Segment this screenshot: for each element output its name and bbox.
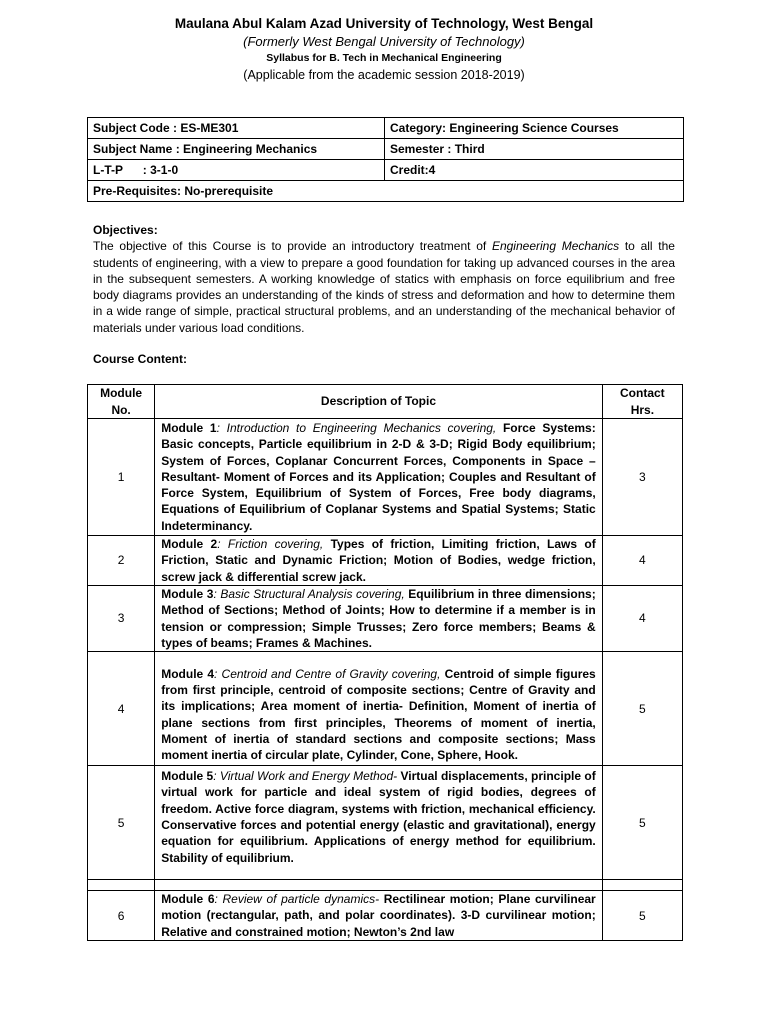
objectives-text-end: to all the students of engineering, with a view to prepare a good foundation for taking up advanced courses in the area in the subsequent semesters. A working knowledge of statics with emphasis on force equilibrium and free body diagrams provides an understanding of the kinds of stress and deformation and how to determine them in a wide range of simple, practical structural problems, and an understanding of the mechanical behavior of materials under various load conditions. [93,239,675,335]
info-row [88,118,684,139]
module-label: Module 6 [161,892,215,907]
module-no-header: Module No. [88,385,155,419]
info-row [88,181,684,202]
contact-hours: 5 [602,652,682,766]
module-topic: : Introduction to Engineering Mechanics covering, [216,420,497,435]
table-row [88,419,683,536]
table-row [88,652,683,766]
contact-hours: 5 [602,891,682,941]
module-topic: : Centroid and Centre of Gravity covering, [214,666,441,681]
module-number: 1 [88,419,155,536]
table-row [88,586,683,652]
module-description [155,536,603,586]
module-description [155,766,603,880]
contact-hours: 4 [602,536,682,586]
applicable-session: (Applicable from the academic session 2018-2019) [243,68,525,82]
table-row [88,536,683,586]
info-row [88,160,684,181]
objectives-title: Objectives: [93,223,158,237]
module-details: Types of friction, Limiting friction, Laws of Friction, Static and Dynamic Friction; Motion of Bodies, wedge friction, screw jack & differential screw jack. [161,537,596,584]
module-label: Module 1 [161,420,217,435]
subject-name: Subject Name : Engineering Mechanics [88,139,385,160]
module-number: 2 [88,536,155,586]
prerequisites: Pre-Requisites: No-prerequisite [88,181,684,202]
module-label: Module 4 [161,666,215,681]
module-number: 6 [88,891,155,941]
subject-info-table [87,117,684,202]
subject-category: Category: Engineering Science Courses [385,118,684,139]
spacer-cell [155,880,603,891]
module-description [155,891,603,941]
module-details: Virtual displacements, principle of virtual work for particle and ideal system of rigid bodies, degrees of freedom. Active force diagram, systems with friction, mechanical efficiency. Conservative forces and potential energy (elastic and gravitational), energy equation for equilibrium. Applications of energy method for equilibrium. Stability of equilibrium. [161,769,596,865]
module-topic: : Review of particle dynamics- [214,892,380,907]
objectives-section [93,222,675,336]
spacer-cell [88,880,155,891]
contact-hours: 3 [602,419,682,536]
table-spacer-row [88,880,683,891]
module-label: Module 2 [161,537,218,552]
module-description [155,652,603,766]
module-topic: : Virtual Work and Energy Method- [213,769,398,784]
module-description [155,419,603,536]
university-name: Maulana Abul Kalam Azad University of Technology, West Bengal [174,16,594,31]
module-details: Centroid of simple figures from first principle, centroid of composite sections; Centre of Gravity and its implications; Area moment of inertia- Definition, Moment of inertia of plane sections from first principles, Theorems of moment of inertia, Moment of inertia of standard sections and composite sections; Mass moment inertia of circular plate, Cylinder, Cone, Sphere, Hook. [161,666,596,763]
module-label: Module 3 [161,587,214,601]
former-name: (Formerly West Bengal University of Technology) [243,34,525,49]
course-content-title: Course Content: [93,352,187,366]
document-header [0,14,768,84]
module-topic: : Basic Structural Analysis covering, [213,587,405,601]
contact-hours: 4 [602,586,682,652]
module-details: Equilibrium in three dimensions; Method of Sections; Method of Joints; How to determine if a member is in tension or compression; Simple Trusses; Zero force members; Beams & types of beams; Frames & Machines. [161,587,596,650]
course-content-table [87,384,683,941]
objectives-text-start: The objective of this Course is to provide an introductory treatment of [93,239,492,254]
module-label: Module 5 [161,769,214,784]
syllabus-title: Syllabus for B. Tech in Mechanical Engineering [266,52,502,64]
credit: Credit:4 [385,160,684,181]
objectives-text [93,238,675,336]
spacer-cell [602,880,682,891]
module-topic: : Friction covering, [217,537,324,552]
info-row [88,139,684,160]
table-row [88,766,683,880]
module-details: Rectilinear motion; Plane curvilinear motion (rectangular, path, and polar coordinates). 3-D curvilinear motion; Relative and constrained motion; Newton’s 2nd law [161,892,596,939]
semester: Semester : Third [385,139,684,160]
objectives-text-italic: Engineering Mechanics [491,239,620,254]
table-header-row [88,385,683,419]
module-number: 4 [88,652,155,766]
subject-code: Subject Code : ES-ME301 [88,118,385,139]
ltp: L-T-P : 3-1-0 [88,160,385,181]
table-row [88,891,683,941]
contact-hours: 5 [602,766,682,880]
contact-hours-header: Contact Hrs. [602,385,682,419]
module-details: Force Systems: Basic concepts, Particle equilibrium in 2-D & 3-D; Rigid Body equilibrium; System of Forces, Coplanar Concurrent Forces, Components in Space – Resultant- Moment of Forces and its Application; Couples and Resultant of Force System, Equilibrium of System of Forces, Free body diagrams, Equations of Equilibrium of Coplanar Systems and Spatial Systems; Static Indeterminancy. [161,420,596,533]
module-number: 3 [88,586,155,652]
description-header: Description of Topic [155,385,603,419]
module-number: 5 [88,766,155,880]
module-description [155,586,603,652]
